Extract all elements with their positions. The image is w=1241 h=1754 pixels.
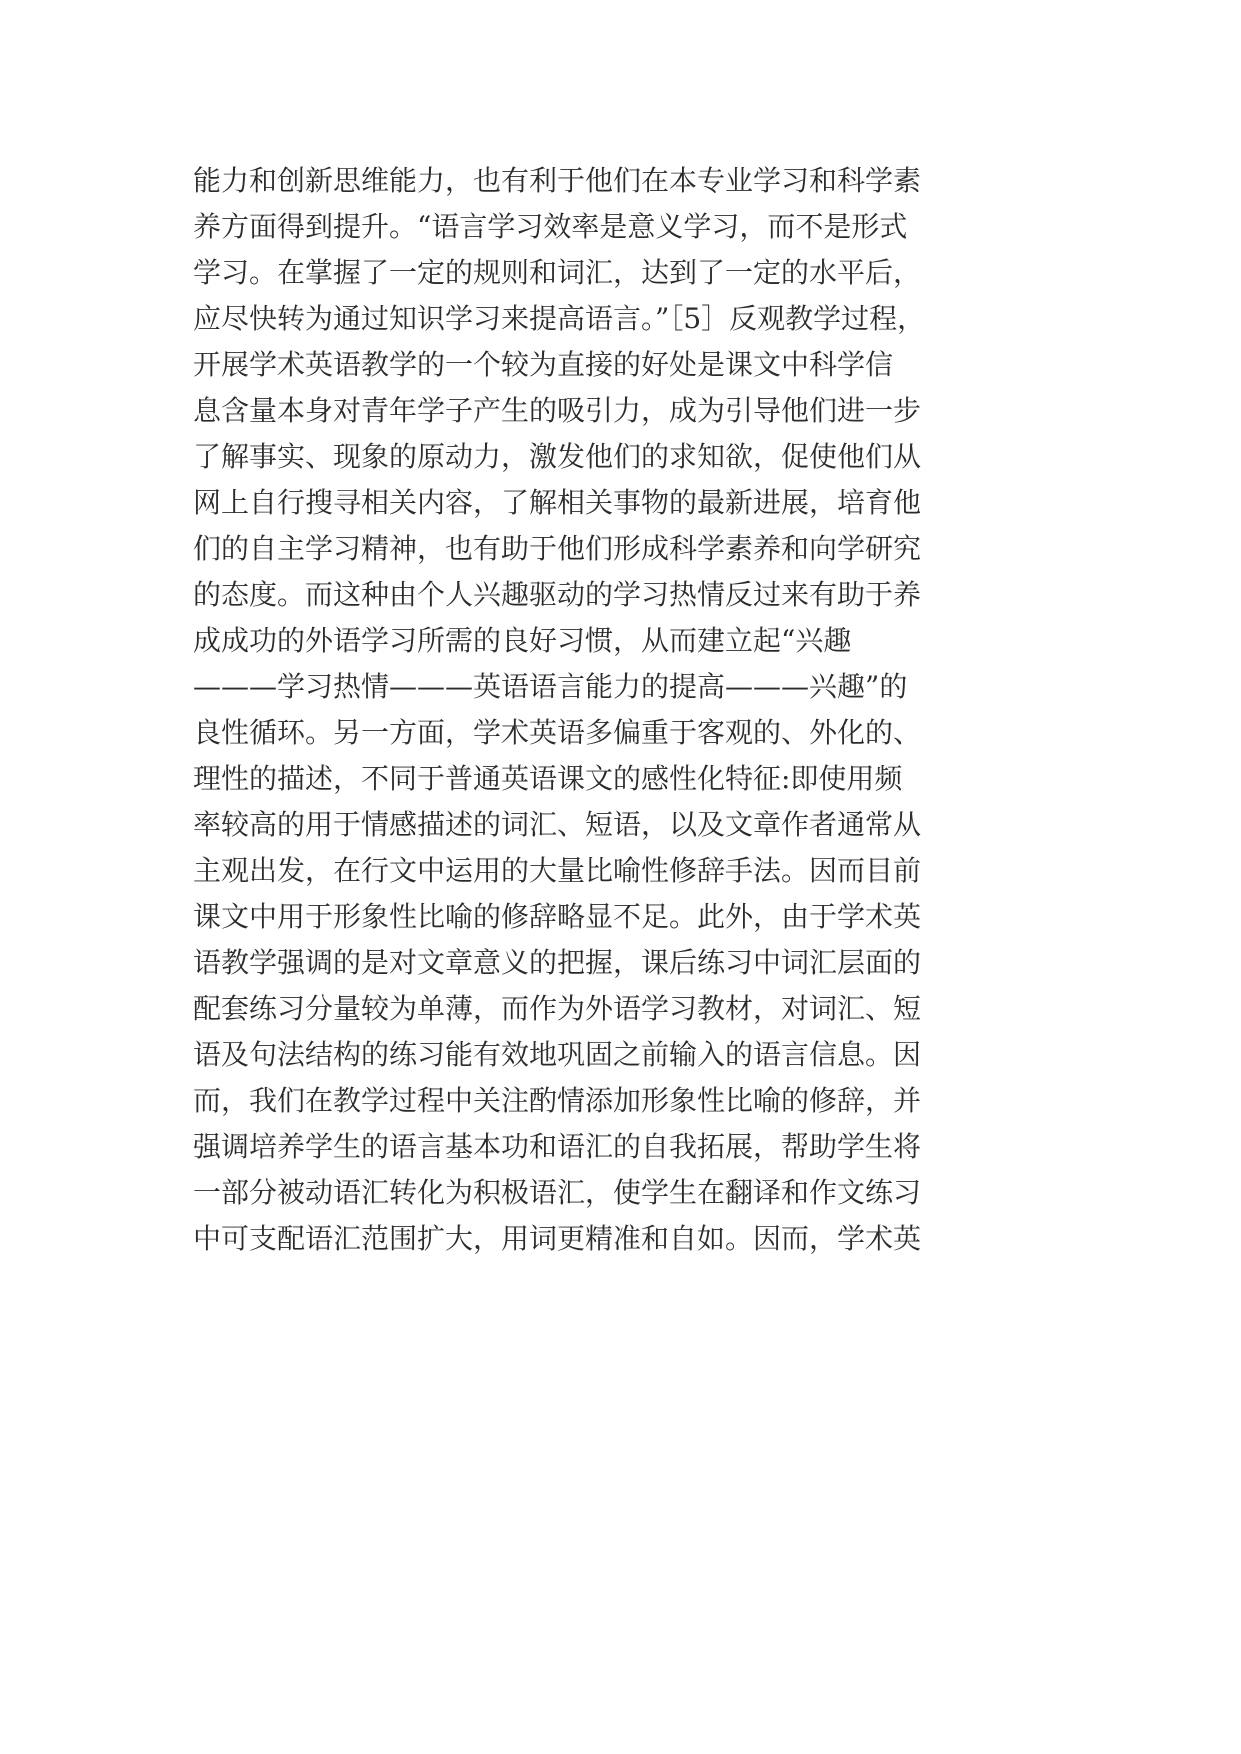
text-line: 息含量本身对青年学子产生的吸引力，成为引导他们进一步 — [193, 394, 922, 427]
text-line: 率较高的用于情感描述的词汇、短语，以及文章作者通常从 — [193, 808, 922, 841]
text-line: ———学习热情———英语语言能力的提高———兴趣”的 — [193, 670, 908, 703]
text-line: 的态度。而这种由个人兴趣驱动的学习热情反过来有助于养 — [193, 578, 922, 611]
text-line: 中可支配语汇范围扩大，用词更精准和自如。因而，学术英 — [193, 1222, 922, 1255]
body-text — [193, 158, 1053, 1262]
text-line: 强调培养学生的语言基本功和语汇的自我拓展，帮助学生将 — [193, 1130, 922, 1163]
text-line: 养方面得到提升。“语言学习效率是意义学习，而不是形式 — [193, 210, 908, 243]
text-line: 良性循环。另一方面，学术英语多偏重于客观的、外化的、 — [193, 716, 922, 749]
text-line: 开展学术英语教学的一个较为直接的好处是课文中科学信 — [193, 348, 894, 381]
text-line: 网上自行搜寻相关内容，了解相关事物的最新进展，培育他 — [193, 486, 922, 519]
text-line: 一部分被动语汇转化为积极语汇，使学生在翻译和作文练习 — [193, 1176, 922, 1209]
text-line: 而，我们在教学过程中关注酌情添加形象性比喻的修辞，并 — [193, 1084, 922, 1117]
text-line: 理性的描述，不同于普通英语课文的感性化特征:即使用频 — [193, 762, 903, 795]
text-line: 成成功的外语学习所需的良好习惯，从而建立起“兴趣 — [193, 624, 852, 657]
text-line: 配套练习分量较为单薄，而作为外语学习教材，对词汇、短 — [193, 992, 922, 1025]
text-line: 应尽快转为通过知识学习来提高语言。”［5］反观教学过程， — [193, 302, 926, 335]
text-line: 们的自主学习精神，也有助于他们形成科学素养和向学研究 — [193, 532, 922, 565]
text-line: 主观出发，在行文中运用的大量比喻性修辞手法。因而目前 — [193, 854, 922, 887]
text-line: 语教学强调的是对文章意义的把握，课后练习中词汇层面的 — [193, 946, 922, 979]
text-line: 学习。在掌握了一定的规则和词汇，达到了一定的水平后， — [193, 256, 922, 289]
text-line: 课文中用于形象性比喻的修辞略显不足。此外，由于学术英 — [193, 900, 922, 933]
text-line: 了解事实、现象的原动力，激发他们的求知欲，促使他们从 — [193, 440, 922, 473]
text-line: 能力和创新思维能力，也有利于他们在本专业学习和科学素 — [193, 164, 922, 197]
text-line: 语及句法结构的练习能有效地巩固之前输入的语言信息。因 — [193, 1038, 922, 1071]
